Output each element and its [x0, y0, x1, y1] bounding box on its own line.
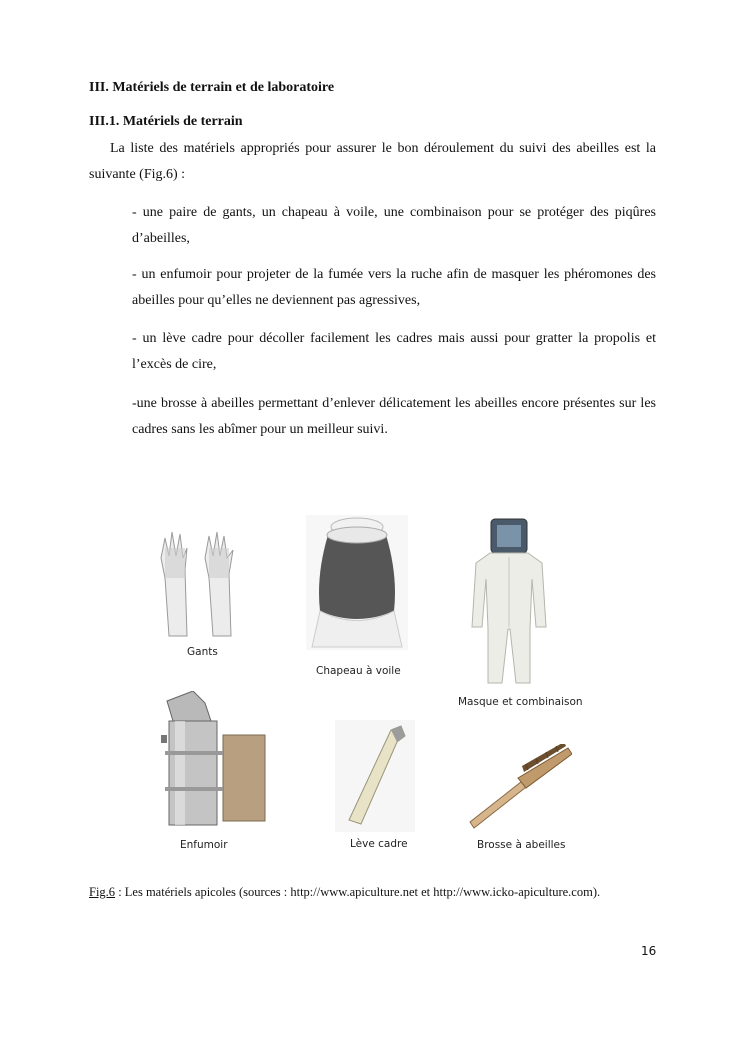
bee-brush-image [468, 744, 572, 830]
caption-chapeau: Chapeau à voile [316, 665, 401, 677]
hive-tool-image [335, 720, 415, 832]
gloves-image [155, 528, 240, 640]
subsection-title: III.1. Matériels de terrain [89, 114, 243, 129]
caption-enfumoir: Enfumoir [180, 839, 228, 851]
figure-caption-text: : Les matériels apicoles (sources : http://www.apiculture.net et http://www.icko-apiculture.com). [115, 885, 601, 899]
figure-label: Fig.6 [89, 885, 116, 899]
smoker-image [153, 691, 271, 833]
caption-brosse: Brosse à abeilles [477, 839, 566, 851]
page-number: 16 [641, 944, 657, 958]
list-item: - un lève cadre pour décoller facilement les cadres mais aussi pour gratter la propolis et l’excès de cire, [132, 331, 656, 372]
veil-hat-image [306, 515, 408, 650]
list-item: -une brosse à abeilles permettant d’enlever délicatement les abeilles encore présentes sur les cadres sans les abîmer pour un meilleur suivi. [132, 396, 656, 437]
list-item: - un enfumoir pour projeter de la fumée vers la ruche afin de masquer les phéromones des abeilles pour qu’elles ne deviennent pas agressives, [132, 267, 656, 308]
caption-gants: Gants [187, 646, 218, 658]
caption-combinaison: Masque et combinaison [458, 696, 583, 708]
list-item: - une paire de gants, un chapeau à voile, une combinaison pour se protéger des piqûres d’abeilles, [132, 205, 656, 246]
section-title: III. Matériels de terrain et de laboratoire [89, 80, 335, 95]
caption-leve-cadre: Lève cadre [350, 838, 408, 850]
figure-caption [89, 885, 600, 900]
intro-paragraph: La liste des matériels appropriés pour assurer le bon déroulement du suivi des abeilles est la suivante (Fig.6) : [89, 141, 656, 182]
beekeeping-suit-image [470, 517, 548, 687]
